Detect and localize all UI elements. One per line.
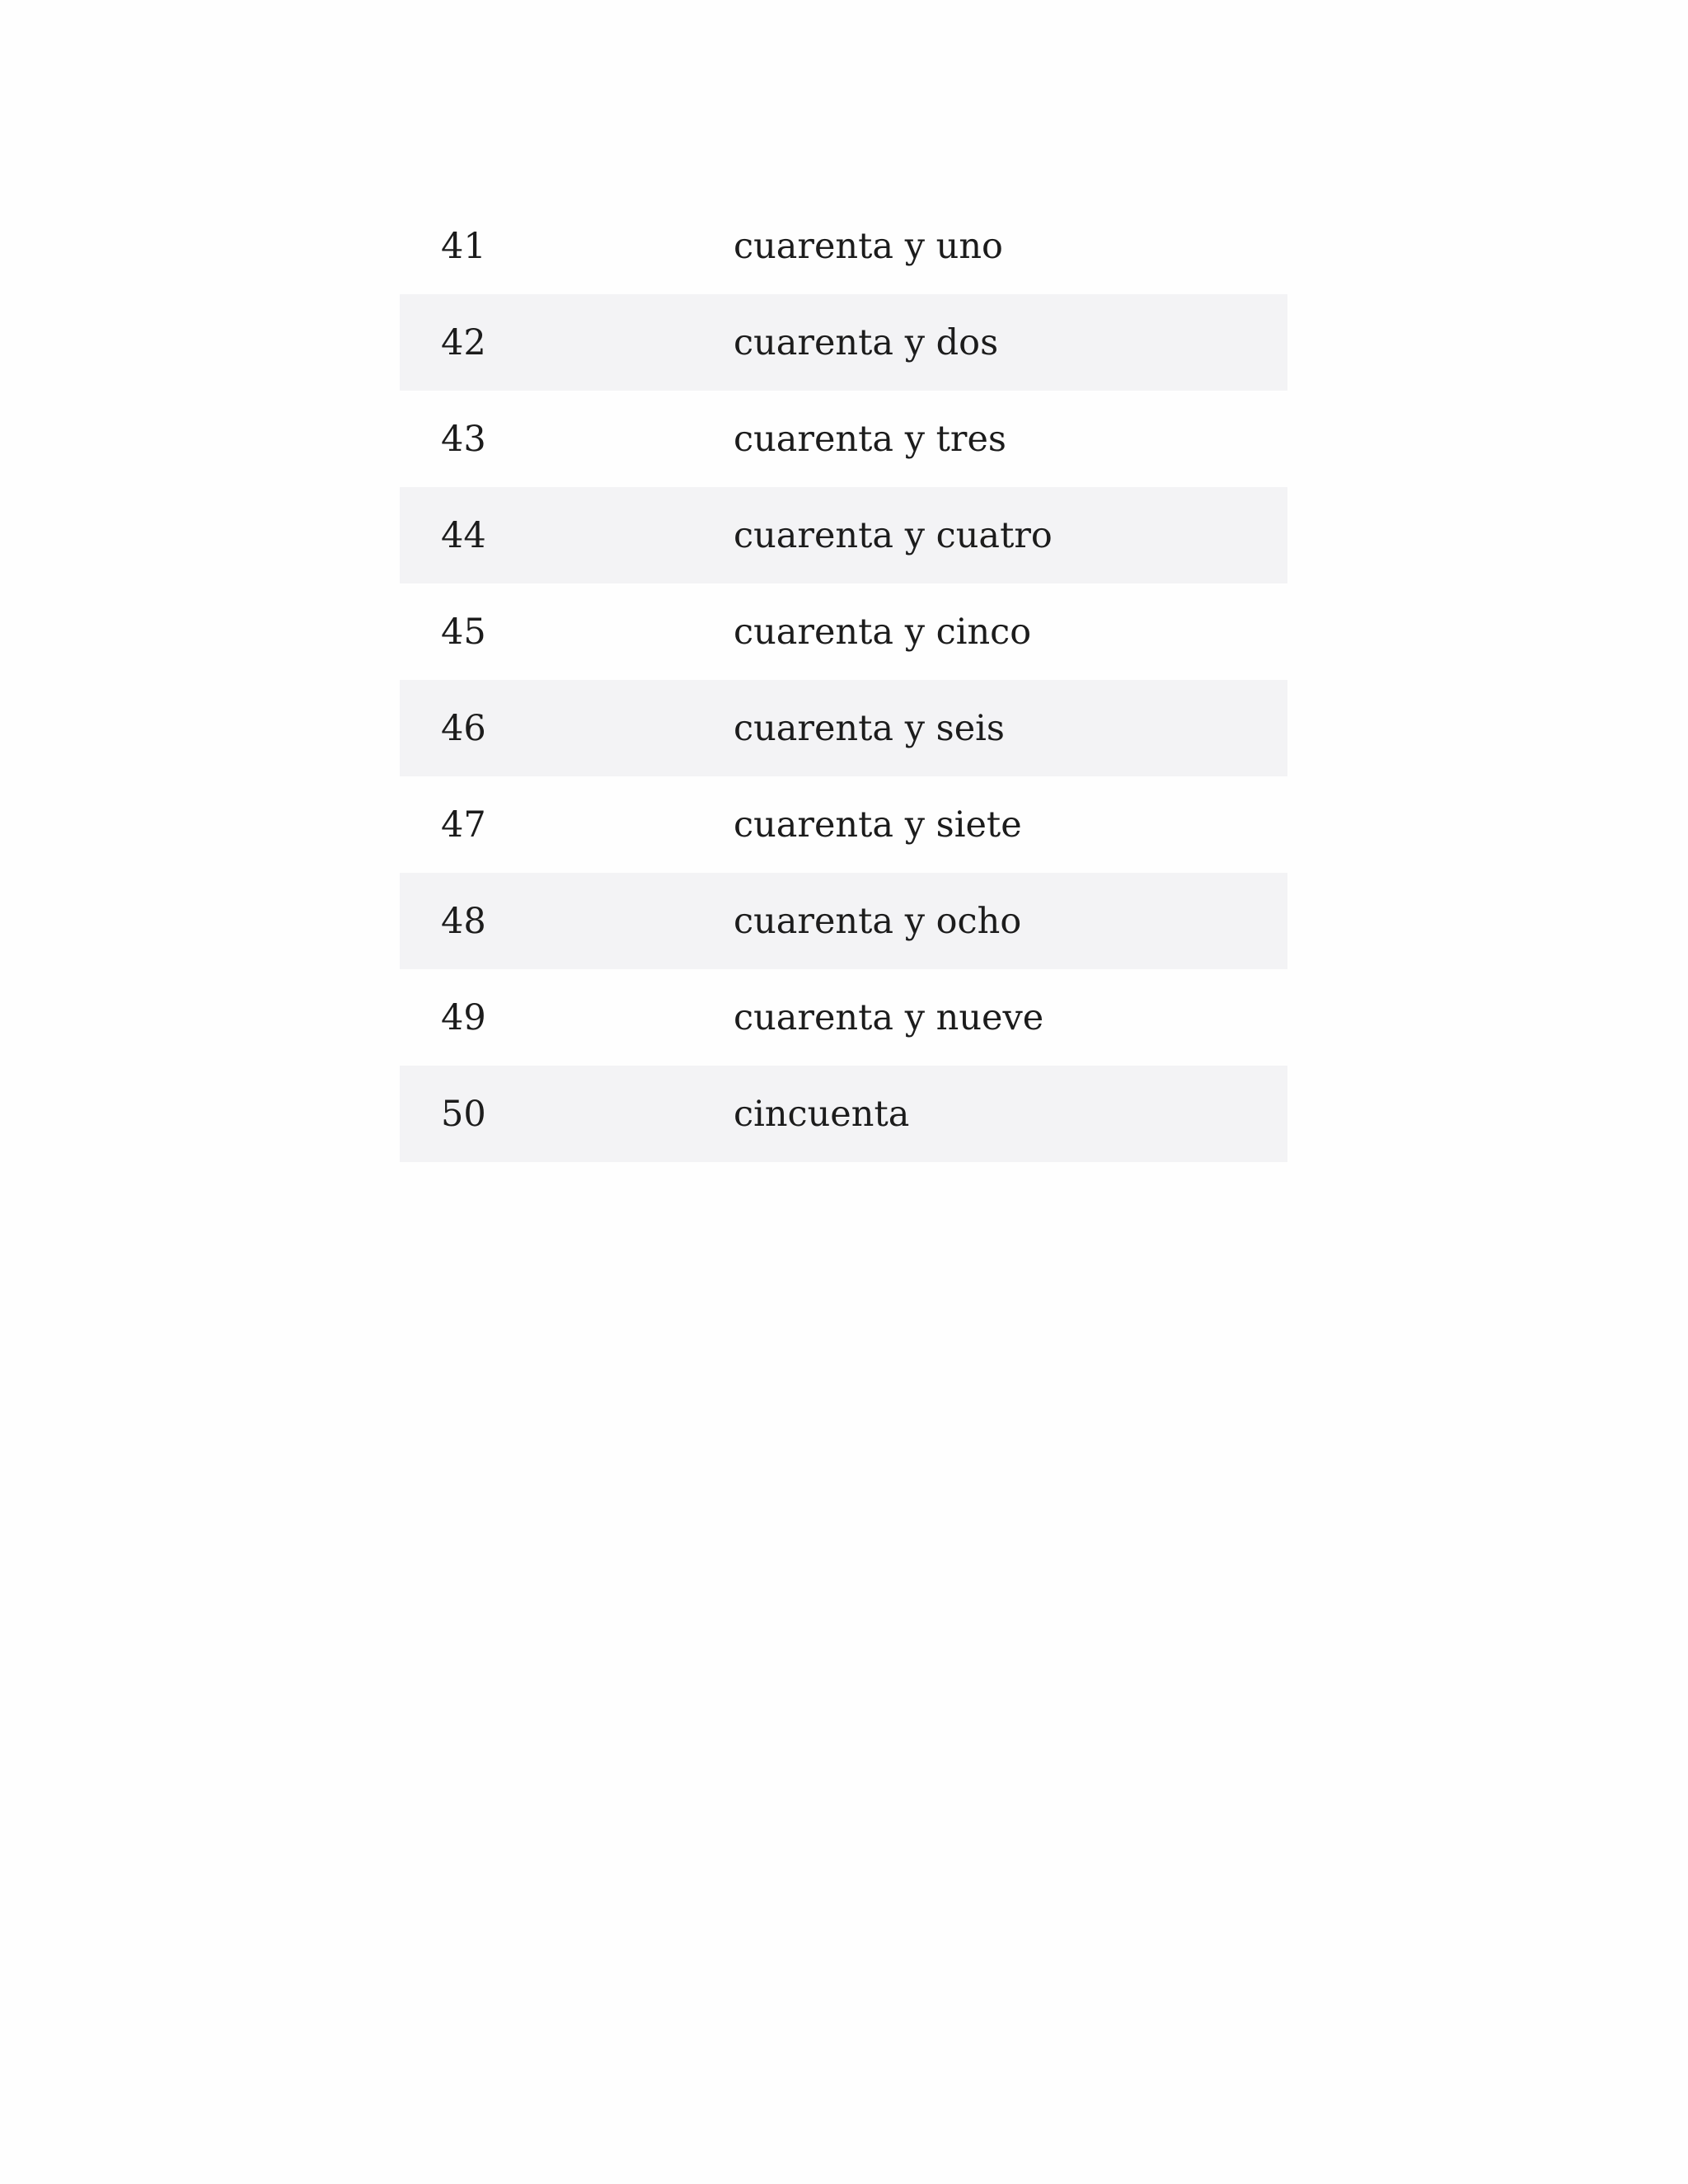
word-cell: cuarenta y tres — [734, 418, 1007, 460]
number-cell: 50 — [441, 1093, 486, 1135]
table-body — [400, 198, 1287, 1162]
word-cell: cuarenta y uno — [734, 225, 1003, 267]
table-row — [400, 294, 1287, 391]
number-cell: 46 — [441, 707, 486, 749]
table-row — [400, 198, 1287, 294]
table-row — [400, 487, 1287, 583]
number-cell: 42 — [441, 321, 486, 363]
word-cell: cuarenta y ocho — [734, 900, 1022, 942]
table-row — [400, 776, 1287, 873]
word-cell: cuarenta y cinco — [734, 611, 1032, 653]
number-cell: 44 — [441, 514, 486, 556]
table-row — [400, 391, 1287, 487]
word-cell: cuarenta y cuatro — [734, 514, 1053, 556]
word-cell: cuarenta y siete — [734, 804, 1022, 846]
number-cell: 41 — [441, 225, 486, 267]
word-cell: cuarenta y dos — [734, 321, 999, 363]
numbers-table — [400, 198, 1287, 1162]
table-row — [400, 969, 1287, 1066]
table-row — [400, 680, 1287, 776]
word-cell: cuarenta y nueve — [734, 996, 1044, 1038]
word-cell: cincuenta — [734, 1093, 910, 1135]
table-row — [400, 873, 1287, 969]
number-cell: 45 — [441, 611, 486, 653]
number-cell: 49 — [441, 996, 486, 1038]
number-cell: 47 — [441, 804, 486, 846]
number-cell: 43 — [441, 418, 486, 460]
table-row — [400, 583, 1287, 680]
word-cell: cuarenta y seis — [734, 707, 1005, 749]
number-cell: 48 — [441, 900, 486, 942]
table-row — [400, 1066, 1287, 1162]
